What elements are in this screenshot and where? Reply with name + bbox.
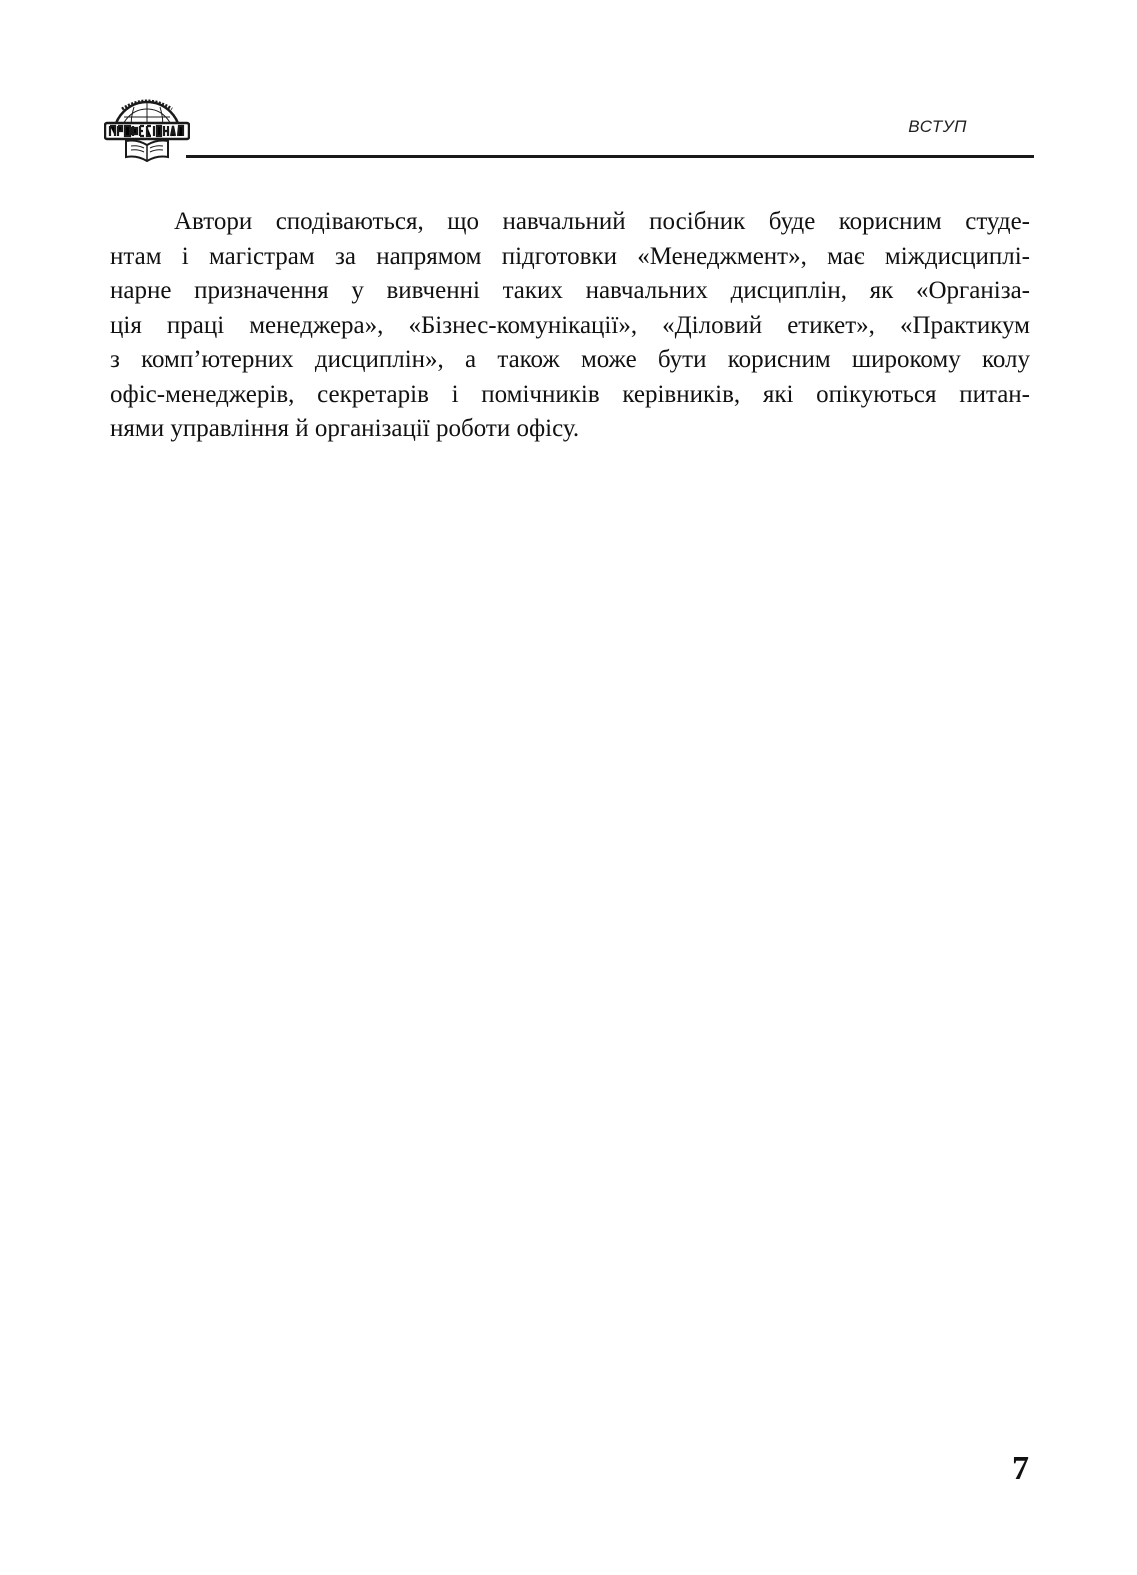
section-title: ВСТУП <box>908 117 967 136</box>
paragraph-line: нями управління й організації роботи офісу. <box>110 415 580 442</box>
page-number: 7 <box>1012 1450 1029 1487</box>
paragraph-line: нтам і магістрам за напрямом підготовки «Менеджмент», має міждисциплі- <box>110 242 1030 270</box>
publisher-logo <box>104 95 190 163</box>
paragraph-line: Автори сподіваються, що навчальний посібник буде корисним студе- <box>174 208 1030 235</box>
page-header <box>0 0 1137 170</box>
paragraph-line: з комп’ютерних дисциплін», а також може бути корисним широкому колу <box>110 346 1030 373</box>
body-paragraph <box>110 205 1030 447</box>
paragraph-line: офіс-менеджерів, секретарів і помічників керівників, які опікуються питан- <box>110 380 1030 408</box>
header-rule <box>186 155 1034 158</box>
paragraph-line: ція праці менеджера», «Бізнес-комунікації», «Діловий етикет», «Практикум <box>110 311 1030 339</box>
paragraph-line: нарне призначення у вивченні таких навчальних дисциплін, як «Організа- <box>110 277 1030 304</box>
